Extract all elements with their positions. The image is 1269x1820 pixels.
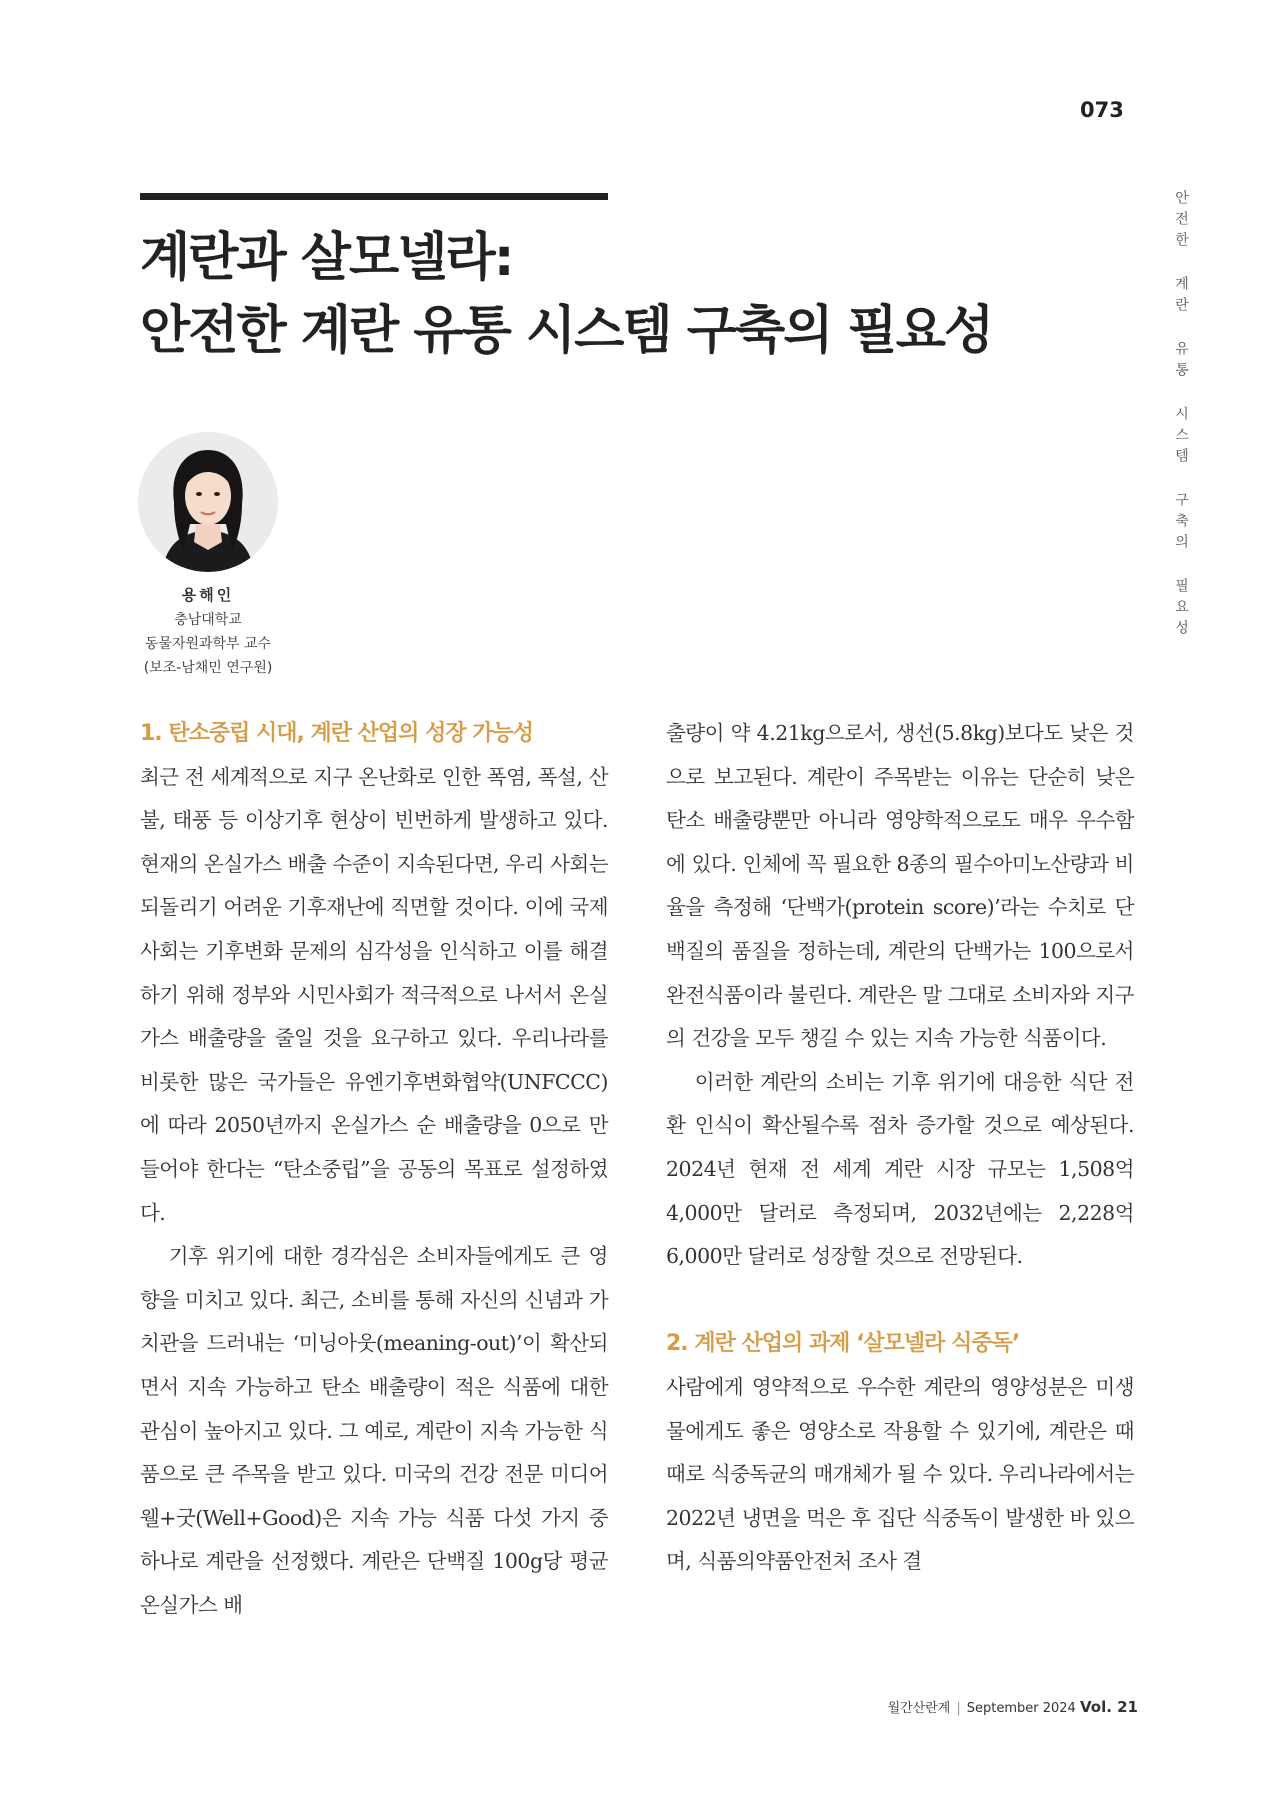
section-heading-2: 2. 계란 산업의 과제 ‘살모넬라 식중독’ [666, 1331, 1020, 1357]
side-running-title: 안전한 계란 유통 시스템 구축의 필요성 [1173, 190, 1189, 641]
author-photo [138, 432, 278, 572]
author-assistant: (보조-남채민 연구원) [143, 660, 273, 676]
author-name: 용해인 [181, 586, 235, 604]
magazine-name: 월간산란계 [887, 1701, 951, 1716]
section-heading-1: 1. 탄소중립 시대, 계란 산업의 성장 가능성 [140, 721, 534, 746]
section-spacer [666, 1279, 1134, 1323]
article-title [140, 222, 1040, 368]
right-column [666, 712, 1134, 1584]
author-info [118, 582, 298, 680]
title-rule [140, 193, 608, 200]
paragraph: 이러한 계란의 소비는 기후 위기에 대응한 식단 전환 인식이 확산될수록 점차 증가할 것으로 예상된다. 2024년 현재 전 세계 계란 시장 규모는 1,508억 4,000만 달러로 측정되며, 2032년에는 2,228억 6,000만 달러로 성장할 것으로 전망된다. [666, 1069, 1134, 1269]
article-title-line2: 안전한 계란 유통 시스템 구축의 필요성 [140, 301, 993, 361]
author-affiliation: 충남대학교 [174, 612, 242, 628]
paragraph: 최근 전 세계적으로 지구 온난화로 인한 폭염, 폭설, 산불, 태풍 등 이상기후 현상이 빈번하게 발생하고 있다. 현재의 온실가스 배출 수준이 지속된다면, 우리 사회는 되돌리기 어려운 기후재난에 직면할 것이다. 이에 국제사회는 기후변화 문제의 심각성을 인식하고 이를 해결하기 위해 정부와 시민사회가 적극적으로 나서서 온실가스 배출량을 줄일 것을 요구하고 있다. 우리나라를 비롯한 많은 국가들은 유엔기후변화협약(UNFCCC)에 따라 2050년까지 온실가스 순 배출량을 0으로 만들어야 한다는 “탄소중립”을 공동의 목표로 설정하였다. [140, 764, 608, 1225]
page-footer [858, 1697, 1138, 1716]
paragraph: 출량이 약 4.21kg으로서, 생선(5.8kg)보다도 낮은 것으로 보고된다. 계란이 주목받는 이유는 단순히 낮은 탄소 배출량뿐만 아니라 영양학적으로도 매우 우수함에 있다. 인체에 꼭 필요한 8종의 필수아미노산량과 비율을 측정해 ‘단백가(protein score)’라는 수치로 단백질의 품질을 정하는데, 계란의 단백가는 100으로서 완전식품이라 불린다. 계란은 말 그대로 소비자와 지구의 건강을 모두 챙길 수 있는 지속 가능한 식품이다. [666, 721, 1134, 1051]
left-column [140, 712, 608, 1627]
page-number: 073 [1080, 98, 1124, 122]
issue-date: September 2024 [966, 1701, 1076, 1716]
volume-number: Vol. 21 [1079, 1698, 1138, 1716]
author-portrait-icon [138, 432, 278, 572]
paragraph: 사람에게 영약적으로 우수한 계란의 영양성분은 미생물에게도 좋은 영양소로 작용할 수 있기에, 계란은 때때로 식중독균의 매개체가 될 수 있다. 우리나라에서는 2022년 냉면을 먹은 후 집단 식중독이 발생한 바 있으며, 식품의약품안전처 조사 결 [666, 1374, 1134, 1574]
footer-divider: | [956, 1701, 961, 1716]
paragraph: 기후 위기에 대한 경각심은 소비자들에게도 큰 영향을 미치고 있다. 최근, 소비를 통해 자신의 신념과 가치관을 드러내는 ‘미닝아웃(meaning-out)’이 확산되면서 지속 가능하고 탄소 배출량이 적은 식품에 대한 관심이 높아지고 있다. 그 예로, 계란이 지속 가능한 식품으로 큰 주목을 받고 있다. 미국의 건강 전문 미디어 웰+굿(Well+Good)은 지속 가능 식품 다섯 가지 중 하나로 계란을 선정했다. 계란은 단백질 100g당 평균 온실가스 배 [140, 1244, 608, 1617]
author-department: 동물자원과학부 교수 [144, 636, 272, 652]
article-title-line1: 계란과 살모넬라: [140, 228, 513, 288]
